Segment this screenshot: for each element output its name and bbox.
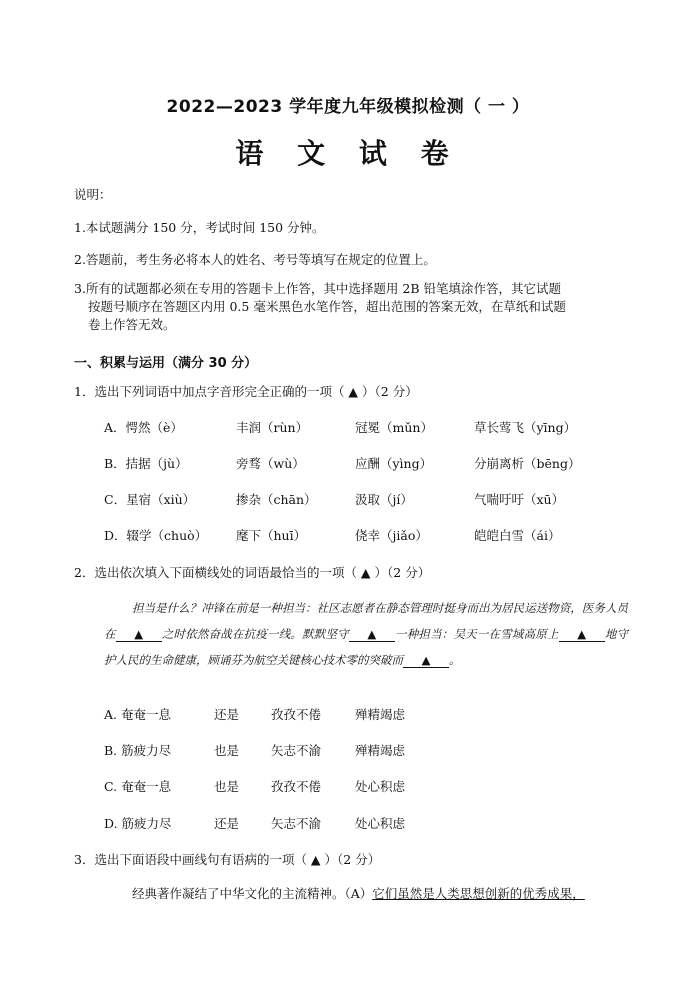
q1-a-word-2: 丰润（rùn）	[236, 420, 309, 435]
note-3-line-2: 按题号顺序在答题区内用 0.5 毫米黑色水笔作答，超出范围的答案无效，在草纸和试题	[88, 299, 566, 314]
q2-b-word-1: B. 筋疲力尽	[104, 743, 172, 758]
note-3-line-3: 卷上作答无效。	[88, 317, 176, 332]
fill-blank-3	[559, 627, 605, 642]
blank-marker: ▲	[367, 627, 377, 641]
q1-a-word-4: 草长莺飞（yīng）	[474, 420, 577, 435]
q1-b-word-2: 旁骛（wù）	[236, 456, 305, 471]
q2-a-word-3: 孜孜不倦	[271, 707, 322, 722]
passage-part-4: 地守护人民的生命健康，顾诵芬为航空关键核心技术零的突破而	[104, 627, 629, 667]
blank-marker: ▲	[421, 653, 431, 667]
q2-a-word-2: 还是	[214, 707, 240, 722]
q2-c-word-3: 孜孜不倦	[271, 779, 322, 794]
q2-c-word-4: 处心积虑	[355, 779, 406, 794]
passage-part-3: 一种担当：吴天一在雪域高原上	[394, 627, 559, 641]
question-2-stem: 2．选出依次填入下面横线处的词语最恰当的一项（ ▲ ）（2 分）	[74, 565, 431, 580]
exam-subtitle: 语 文 试 卷	[235, 137, 461, 170]
q1-d-word-4: 皑皑白雪（ái）	[474, 528, 561, 543]
question-3-passage	[104, 884, 644, 902]
passage-part-2: 之时依然奋战在抗疫一线。默默坚守	[161, 627, 349, 641]
q2-b-word-4: 殚精竭虑	[355, 743, 406, 758]
q2-c-word-1: C. 奄奄一息	[104, 779, 172, 794]
q2-c-word-2: 也是	[214, 779, 240, 794]
section-title: 一、积累与运用（满分 30 分）	[74, 356, 258, 371]
q1-c-word-3: 汲取（jí）	[355, 492, 413, 507]
q1-a-word-1: A．愕然（è）	[104, 420, 183, 435]
q1-c-word-1: C．星宿（xiù）	[104, 492, 196, 507]
q3-text-a: 经典著作凝结了中华文化的主流精神。（A）	[132, 886, 373, 901]
q1-a-word-3: 冠冕（mǔn）	[355, 420, 433, 435]
q2-a-word-4: 殚精竭虑	[355, 707, 406, 722]
blank-marker: ▲	[134, 627, 144, 641]
blank-marker: ▲	[577, 627, 587, 641]
passage-part-5: 。	[449, 653, 461, 667]
q1-d-word-2: 麾下（huī）	[236, 528, 307, 543]
notes-heading: 说明：	[74, 187, 112, 202]
q1-d-word-3: 侥幸（jiǎo）	[355, 528, 428, 543]
q1-d-word-1: D．辍学（chuò）	[104, 528, 208, 543]
q3-underlined-sentence: 它们虽然是人类思想创新的优秀成果，	[372, 886, 585, 901]
q2-d-word-1: D. 筋疲力尽	[104, 816, 172, 831]
q1-b-word-1: B．拮据（jù）	[104, 456, 188, 471]
passage-part-1: 担当是什么？冲锋在前是一种担当：社区志愿者在静态管理时挺身而出为居民运送物资，医务人员在	[104, 601, 628, 641]
q2-d-word-4: 处心积虑	[355, 816, 406, 831]
q2-d-word-3: 矢志不渝	[271, 816, 322, 831]
question-2-passage	[104, 595, 628, 673]
fill-blank-1	[116, 627, 162, 642]
q1-b-word-3: 应酬（yìng）	[355, 456, 433, 471]
exam-title: 2022—2023 学年度九年级模拟检测（ 一 ）	[166, 97, 530, 117]
q1-b-word-4: 分崩离析（bēng）	[474, 456, 581, 471]
note-3	[74, 280, 634, 334]
question-3-stem: 3．选出下面语段中画线句有语病的一项（ ▲ ）（2 分）	[74, 852, 381, 867]
q2-d-word-2: 还是	[214, 816, 240, 831]
fill-blank-4	[403, 653, 449, 668]
fill-blank-2	[349, 627, 395, 642]
note-3-line-1: 3.所有的试题都必须在专用的答题卡上作答，其中选择题用 2B 铅笔填涂作答，其它试题	[74, 281, 562, 296]
note-1: 1.本试题满分 150 分，考试时间 150 分钟。	[74, 220, 325, 235]
q1-c-word-2: 掺杂（chān）	[236, 492, 317, 507]
q2-b-word-2: 也是	[214, 743, 240, 758]
question-1-stem: 1．选出下列词语中加点字音形完全正确的一项（ ▲ ）（2 分）	[74, 384, 418, 399]
q2-a-word-1: A. 奄奄一息	[104, 707, 171, 722]
q1-c-word-4: 气喘吁吁（xū）	[474, 492, 565, 507]
note-2: 2.答题前，考生务必将本人的姓名、考号等填写在规定的位置上。	[74, 252, 436, 267]
q2-b-word-3: 矢志不渝	[271, 743, 322, 758]
